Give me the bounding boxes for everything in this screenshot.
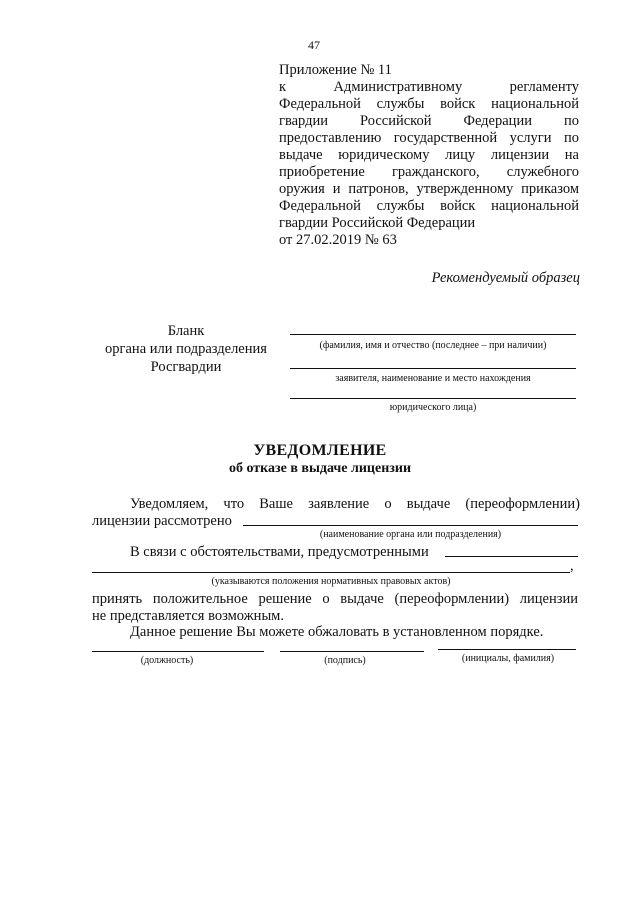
legal-acts-line[interactable] [92, 572, 570, 573]
appendix-title: Приложение № 11 [279, 62, 392, 78]
appendix-block [279, 62, 579, 249]
appendix-line: предоставлению государственной услуги по [279, 130, 579, 146]
notice-paragraph: Уведомляем, что Ваше заявление о выдаче (переоформлении) [130, 496, 580, 512]
notice-paragraph: не представляется возможным. [92, 608, 284, 624]
organ-caption: (наименование органа или подразделения) [319, 529, 502, 540]
blank-block [86, 322, 286, 376]
legal-entity-line[interactable] [290, 398, 576, 399]
position-caption: (должность) [140, 655, 194, 666]
appendix-line: оружия и патронов, утвержденному приказом [279, 181, 579, 197]
applicant-name-line[interactable] [290, 334, 576, 335]
signature-line[interactable] [280, 651, 424, 652]
signature-caption: (подпись) [324, 655, 366, 666]
notice-subtitle: об отказе в выдаче лицензии [228, 461, 412, 476]
applicant-name-caption: (фамилия, имя и отчество (последнее – при наличии) [319, 340, 547, 351]
appendix-line: к Административному регламенту [279, 79, 579, 95]
appendix-line: гвардии Российской Федерации по [279, 113, 579, 129]
appendix-line: Федеральной службы войск национальной [279, 96, 579, 112]
organ-line[interactable] [243, 525, 578, 526]
comma: , [570, 558, 574, 574]
blank-line: органа или подразделения [105, 341, 267, 357]
appendix-line: приобретение гражданского, служебного [279, 164, 579, 180]
notice-paragraph: Данное решение Вы можете обжаловать в установленном порядке. [130, 624, 544, 640]
notice-paragraph: лицензии рассмотрено [92, 513, 232, 529]
appendix-line: гвардии Российской Федерации [279, 215, 476, 231]
initials-caption: (инициалы, фамилия) [461, 653, 555, 664]
blank-line: Росгвардии [150, 359, 222, 375]
notice-paragraph: принять положительное решение о выдаче (переоформлении) лицензии [92, 591, 578, 607]
appendix-line: выдаче юридическому лицу лицензии на [279, 147, 579, 163]
recommended-sample: Рекомендуемый образец [431, 270, 580, 286]
applicant-info-caption: заявителя, наименование и место нахождения [335, 373, 531, 384]
blank-line: Бланк [167, 323, 205, 339]
notice-title: УВЕДОМЛЕНИЕ [253, 442, 387, 459]
initials-line[interactable] [438, 649, 576, 650]
page-number: 47 [308, 38, 320, 52]
legal-entity-caption: юридического лица) [389, 402, 477, 413]
appendix-date: от 27.02.2019 № 63 [279, 232, 397, 248]
position-line[interactable] [92, 651, 264, 652]
applicant-info-line[interactable] [290, 368, 576, 369]
notice-paragraph: В связи с обстоятельствами, предусмотренными [130, 544, 429, 560]
circumstances-line[interactable] [445, 556, 578, 557]
legal-acts-caption: (указываются положения нормативных правовых актов) [211, 576, 451, 587]
appendix-line: Федеральной службы войск национальной [279, 198, 579, 214]
